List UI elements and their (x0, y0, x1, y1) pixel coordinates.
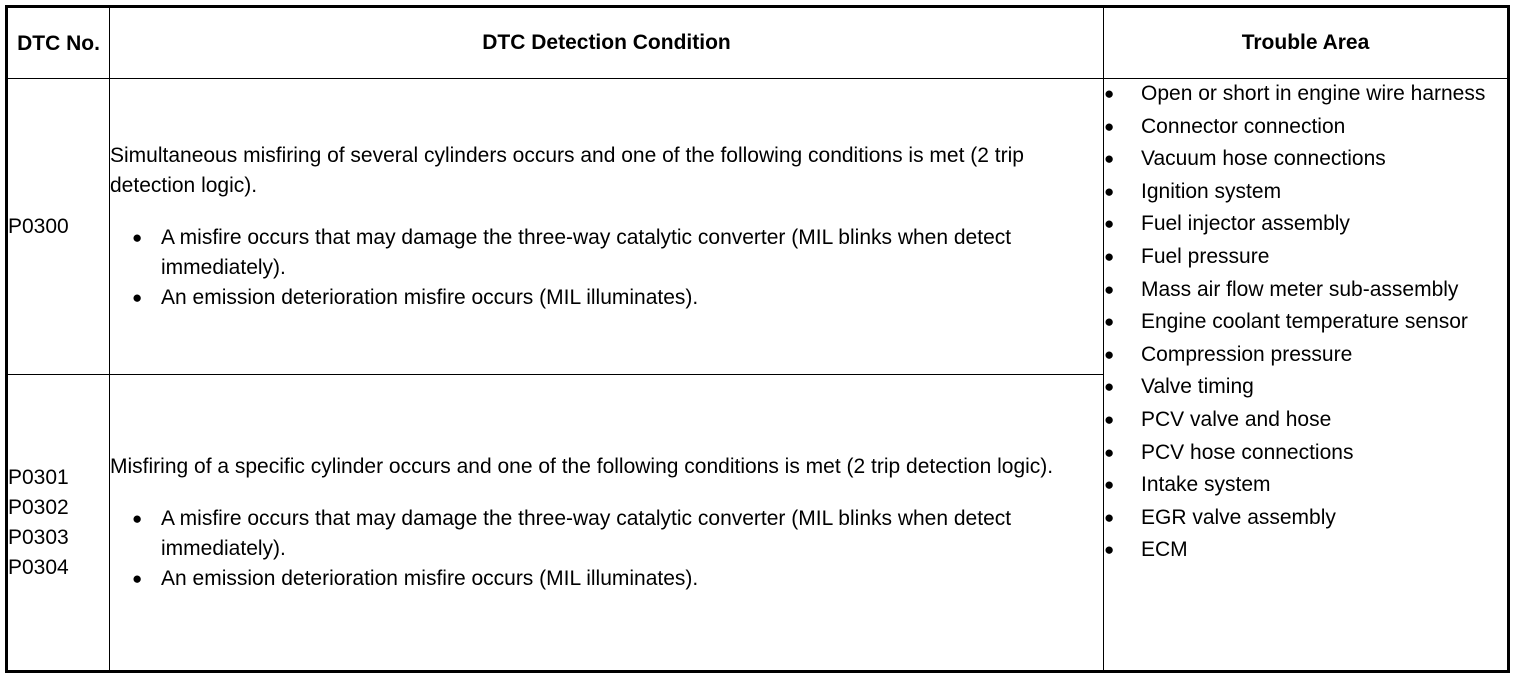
dtc-code-cell (7, 79, 110, 375)
header-dtc-no: DTC No. (7, 7, 110, 79)
dtc-code: P0301 (8, 465, 69, 489)
condition-bullets (110, 504, 1103, 594)
condition-bullet: ● A misfire occurs that may damage the three-way catalytic converter (MIL blinks when detect immediately). (132, 223, 1103, 283)
trouble-item: ● Open or short in engine wire harness (1104, 79, 1507, 109)
condition-bullet: ● An emission deterioration misfire occurs (MIL illuminates). (132, 283, 1103, 313)
dtc-table (5, 5, 1510, 673)
trouble-area-cell (1104, 79, 1509, 672)
dtc-code: P0304 (8, 555, 69, 579)
table-row (7, 79, 1509, 375)
trouble-item: ● Intake system (1104, 470, 1507, 500)
trouble-item: ● Connector connection (1104, 112, 1507, 142)
dtc-code: P0303 (8, 525, 69, 549)
trouble-item: ● Fuel pressure (1104, 242, 1507, 272)
condition-text: Misfiring of a specific cylinder occurs and one of the following conditions is met (2 trip detection logic). (110, 454, 1054, 478)
trouble-item: ● EGR valve assembly (1104, 503, 1507, 533)
trouble-item: ● Compression pressure (1104, 340, 1507, 370)
condition-bullets (110, 223, 1103, 313)
trouble-item: ● Ignition system (1104, 177, 1507, 207)
trouble-item: ● Vacuum hose connections (1104, 144, 1507, 174)
header-trouble-area: Trouble Area (1104, 7, 1509, 79)
detection-condition-cell (110, 79, 1104, 375)
dtc-code: P0300 (8, 214, 69, 238)
trouble-area-list (1104, 79, 1507, 565)
dtc-code: P0302 (8, 495, 69, 519)
trouble-item: ● Fuel injector assembly (1104, 209, 1507, 239)
condition-bullet: ● A misfire occurs that may damage the three-way catalytic converter (MIL blinks when detect immediately). (132, 504, 1103, 564)
trouble-item: ● Valve timing (1104, 372, 1507, 402)
condition-bullet: ● An emission deterioration misfire occurs (MIL illuminates). (132, 564, 1103, 594)
trouble-item: ● PCV hose connections (1104, 438, 1507, 468)
detection-condition-cell (110, 375, 1104, 672)
trouble-item: ● ECM (1104, 535, 1507, 565)
condition-text: Simultaneous misfiring of several cylinders occurs and one of the following conditions is met (2 trip detection logic). (110, 143, 1024, 197)
header-row (7, 7, 1509, 79)
dtc-code-cell (7, 375, 110, 672)
trouble-item: ● Mass air flow meter sub-assembly (1104, 275, 1507, 305)
trouble-item: ● PCV valve and hose (1104, 405, 1507, 435)
trouble-item: ● Engine coolant temperature sensor (1104, 307, 1507, 337)
header-detection-condition: DTC Detection Condition (110, 7, 1104, 79)
